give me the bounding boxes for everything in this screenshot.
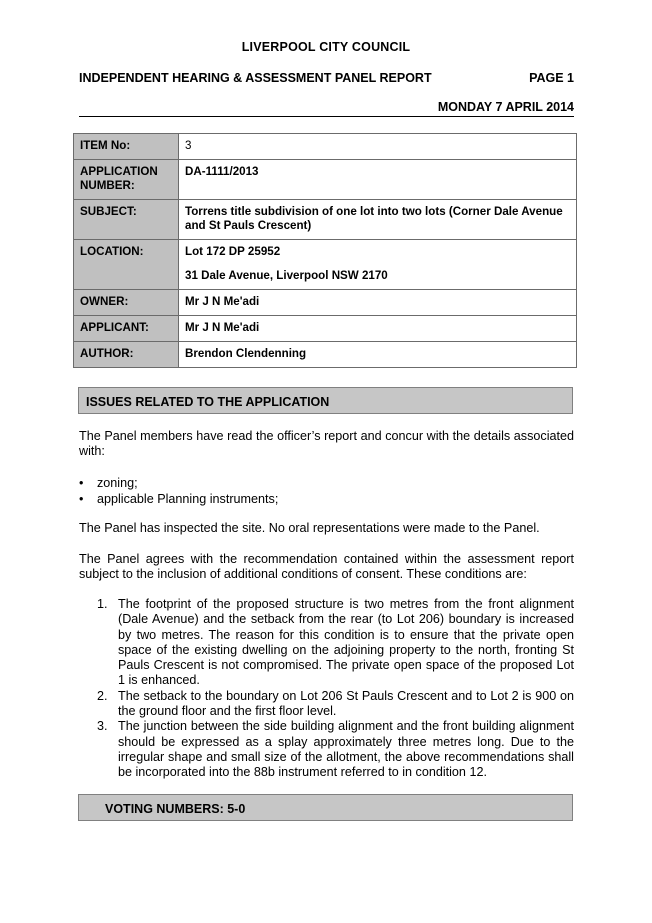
condition-number: 2. — [97, 688, 108, 703]
location-address: 31 Dale Avenue, Liverpool NSW 2170 — [185, 269, 388, 282]
table-row — [74, 290, 577, 316]
bullet-text: applicable Planning instruments; — [97, 492, 279, 506]
council-name: LIVERPOOL CITY COUNCIL — [241, 40, 411, 54]
table-row — [74, 200, 577, 240]
condition-text: The setback to the boundary on Lot 206 St Pauls Crescent and to Lot 2 is 900 on the ground floor and the first floor level. — [118, 688, 574, 719]
bullet-icon: • — [79, 476, 84, 490]
table-row — [74, 342, 577, 368]
applicant-value: Mr J N Me'adi — [179, 316, 577, 342]
bullet-text: zoning; — [97, 476, 138, 490]
intro-paragraph: The Panel members have read the officer’s report and concur with the details associated with: — [79, 429, 574, 459]
bullet-icon: • — [79, 492, 84, 506]
report-title-line — [79, 71, 574, 85]
item-no-label: ITEM No: — [74, 134, 179, 160]
list-item — [97, 689, 574, 720]
voting-numbers: VOTING NUMBERS: 5-0 — [78, 794, 573, 821]
owner-value: Mr J N Me'adi — [179, 290, 577, 316]
location-label: LOCATION: — [74, 240, 179, 290]
application-label: APPLICATION NUMBER: — [74, 160, 179, 200]
table-row — [74, 240, 577, 290]
table-row — [74, 316, 577, 342]
condition-text: The junction between the side building alignment and the front building alignment should be expressed as a splay approximately three metres long. Due to the irregular shape and small size of the allotment, the above recommendations shall be incorporated into the 88b instrument referred to in condition 12. — [118, 719, 574, 780]
conditions-list — [97, 597, 574, 781]
table-row — [74, 160, 577, 200]
application-value: DA-1111/2013 — [179, 160, 577, 200]
condition-text: The footprint of the proposed structure is two metres from the front alignment (Dale Avenue) and the setback from the rear (to Lot 206) boundary is increased by two metres. The reason for this condition is to ensure that the private open space of the existing dwelling on the adjoining property to the north, fronting St Pauls Crescent is not compromised. The private open space of the proposed Lot 1 is enhanced. — [118, 597, 574, 688]
condition-number: 1. — [97, 597, 108, 611]
applicant-label: APPLICANT: — [74, 316, 179, 342]
bullet-list — [79, 475, 278, 507]
location-lot: Lot 172 DP 25952 — [185, 245, 281, 258]
subject-label: SUBJECT: — [74, 200, 179, 240]
agrees-paragraph: The Panel agrees with the recommendation contained within the assessment report subject to the inclusion of additional conditions of consent. These conditions are: — [79, 552, 574, 582]
application-info-table — [73, 133, 577, 368]
list-item — [97, 597, 574, 689]
condition-number: 3. — [97, 719, 108, 734]
item-no-value: 3 — [179, 134, 577, 160]
author-value: Brendon Clendenning — [179, 342, 577, 368]
report-title: INDEPENDENT HEARING & ASSESSMENT PANEL REPORT — [79, 71, 432, 85]
list-item — [79, 491, 278, 507]
subject-value: Torrens title subdivision of one lot into two lots (Corner Dale Avenue and St Pauls Crescent) — [179, 200, 577, 240]
list-item — [97, 719, 574, 780]
report-date: MONDAY 7 APRIL 2014 — [79, 100, 574, 117]
owner-label: OWNER: — [74, 290, 179, 316]
location-value — [179, 240, 577, 290]
table-row — [74, 134, 577, 160]
list-item — [79, 475, 278, 491]
page-number: PAGE 1 — [529, 71, 574, 85]
issues-heading: ISSUES RELATED TO THE APPLICATION — [78, 387, 573, 414]
author-label: AUTHOR: — [74, 342, 179, 368]
inspected-paragraph: The Panel has inspected the site. No oral representations were made to the Panel. — [79, 521, 540, 535]
